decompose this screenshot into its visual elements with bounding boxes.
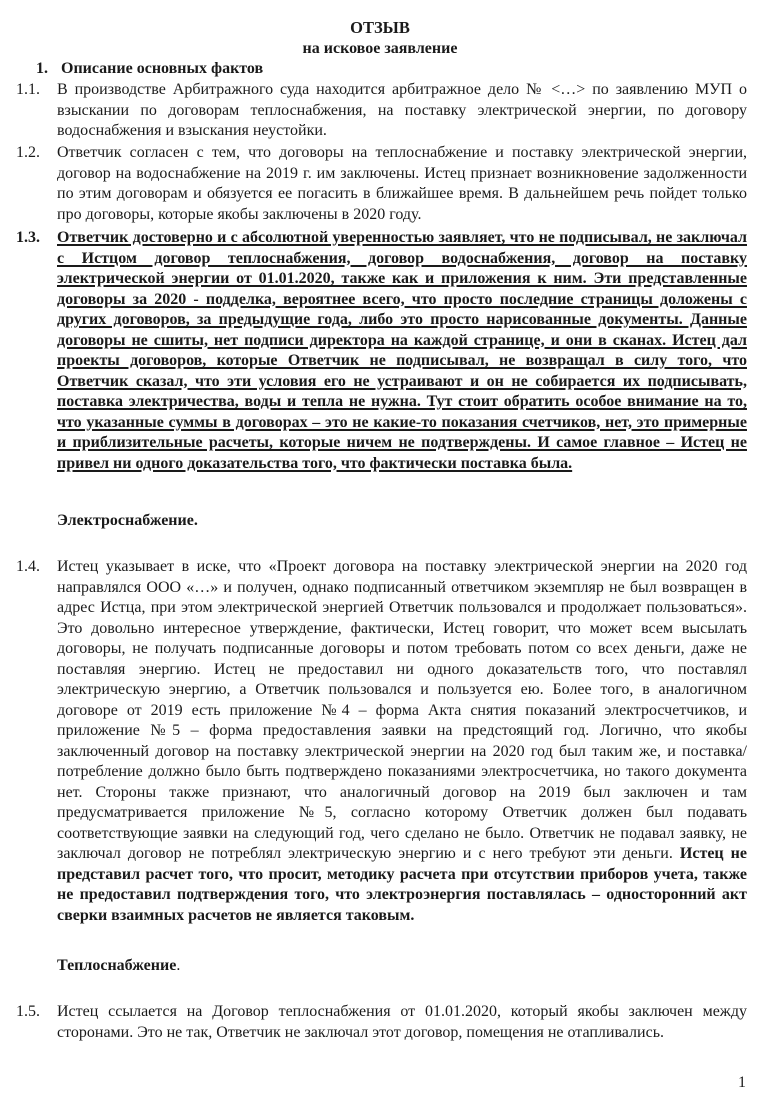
paragraph-number: 1.3. <box>16 229 40 246</box>
paragraph-number: 1.2. <box>16 144 40 161</box>
paragraph-number: 1.5. <box>16 1003 40 1020</box>
paragraph-1-5 <box>16 1002 747 1043</box>
subheading-electricity: Электроснабжение. <box>57 512 198 529</box>
paragraph-number: 1.4. <box>16 558 40 575</box>
paragraph-text: Ответчик достоверно и с абсолютной уверенностью заявляет, что не подписывал, не заключал с Истцом договор теплоснабжения, договор водоснабжения, договор на поставку электрической энергии от 01.01.2020, также как и приложения к ним. Эти представленные договоры за 2020 - подделка, вероятнее всего, что просто последние страницы доложены с других договоров, за предыдущие года, либо это просто нарисованные документы. Данные договоры не сшиты, нет подписи директора на каждой странице, и они в сканах. Истец дал проекты договоров, которые Ответчик не подписывал, не возвращал в силу того, что Ответчик сказал, что эти условия его не устраивают и он не собирается их подписывать, поставка электричества, воды и тепла не нужна. Тут стоит обратить особое внимание на то, что указанные суммы в договорах – это не какие-то показания счетчиков, нет, это примерные и приблизительные расчеты, которые ничем не подтверждены. И самое главное – Истец не привел ни одного доказательства того, что фактически поставка была. <box>57 229 747 472</box>
paragraph-text: Истец ссылается на Договор теплоснабжения от 01.01.2020, который якобы заключен между сторонами. Это не так, Ответчик не заключал этот договор, помещения не отапливались. <box>57 1003 747 1041</box>
document-title: ОТЗЫВ <box>350 18 410 37</box>
paragraph-1-2 <box>16 143 747 225</box>
document-subtitle: на исковое заявление <box>302 40 458 57</box>
paragraph-text: В производстве Арбитражного суда находится арбитражное дело № <…> по заявлению МУП о взыскании по договорам теплоснабжения, на поставку электрической энергии, по договору водоснабжения и взыскания неустойки. <box>57 81 747 139</box>
paragraph-number: 1.1. <box>16 81 40 98</box>
paragraph-1-1 <box>16 80 747 142</box>
paragraph-1-3 <box>16 228 747 474</box>
page-number: 1 <box>738 1074 746 1091</box>
section-number: 1. <box>36 60 48 77</box>
paragraph-text: Ответчик согласен с тем, что договоры на теплоснабжение и поставку электрической энергии, договор на водоснабжение на 2019 г. им заключены. Истец признает возникновение задолженности по этим договорам и обязуется ее погасить в ближайшее время. В дальнейшем речь пойдет только про договоры, которые якобы заключены в 2020 году. <box>57 144 747 223</box>
paragraph-regular-text: Истец указывает в иске, что «Проект договора на поставку электрической энергии на 2020 год направлялся ООО «…» и получен, однако подписанный ответчиком экземпляр не был возвращен в адрес Истца, при этом электрической энергией Ответчик пользовался и продолжает пользоваться». Это довольно интересное утверждение, фактически, Истец говорит, что может всем высылать договоры, не получать подписанные договоры и потом требовать потом со всех деньги, даже не поставляя энергию. Истец не предоставил ни одного доказательств того, что поставлял электрическую энергию, а Ответчик пользовался и пользуется ею. Более того, в аналогичном договоре от 2019 есть приложение №4 – форма Акта снятия показаний электросчетчиков, и приложение №5 – форма предоставления заявки на предстоящий год. Логично, что якобы заключенный договор на поставку электрической энергии на 2020 год был таким же, и поставка/потребление должно было быть подтверждено показаниями электросчетчика, но такого документа нет. Стороны также признают, что аналогичный договор на 2019 был заключен и там предусматривается приложение №5, согласно которому Ответчик должен был подавать соответствующие заявки на следующий год, чего сделано не было. Ответчик не подавал заявку, не заключал договор не потреблял электрическую энергию и с него требуют эти деньги. <box>57 558 747 862</box>
paragraph-bold-text: Истец не представил расчет того, что просит, методику расчета при отсутствии приборов учета, также не предоставил подтверждения того, что электроэнергия поставлялась – односторонний акт сверки взаимных расчетов не является таковым. <box>57 845 747 924</box>
section-title: Описание основных фактов <box>61 60 264 77</box>
subheading-heating <box>57 956 180 976</box>
paragraph-1-4 <box>16 557 747 926</box>
subheading-heating-text: Теплоснабжение <box>57 957 177 974</box>
subheading-heating-dot: . <box>176 957 181 974</box>
section-heading <box>36 59 263 79</box>
paragraph-text <box>57 557 747 926</box>
